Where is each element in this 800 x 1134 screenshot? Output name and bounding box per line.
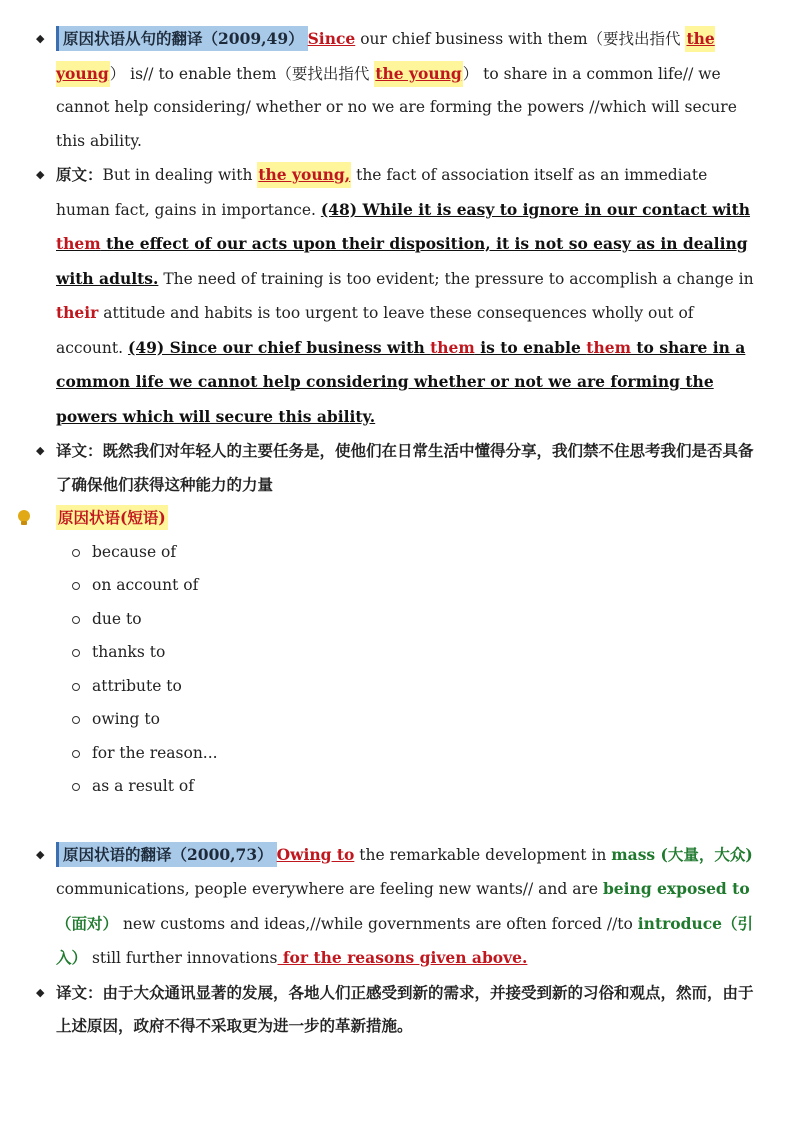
sentence-49: (49) Since our chief business with them is to enable them to share in a common life we cannot help considering whether or not we are forming the powers which will secure this ability. [56, 337, 746, 426]
hollow-circle-icon [72, 649, 80, 657]
diamond-bullet-icon: ◆ [36, 985, 45, 999]
original-label: 原文： [56, 165, 103, 184]
section-tag: 原因状语从句的翻译（2009,49） [56, 26, 308, 51]
them-keyword: them [56, 234, 101, 253]
hollow-circle-icon [72, 783, 80, 791]
translation-label: 译文： [56, 441, 103, 460]
reasons-phrase: for the reasons given above. [277, 948, 528, 967]
sentence-48: (48) While it is easy to ignore in our contact with them the effect of our acts upon their disposition, it is not so easy as in dealing with adults. [56, 199, 751, 288]
original-text: The need of training is too evident; the pressure to accomplish a change in [158, 269, 754, 288]
list-item: due to [72, 603, 760, 637]
hollow-circle-icon [72, 616, 80, 624]
original-text: attitude and habits is too urgent to leave these consequences wholly out of account. [56, 304, 694, 357]
bullet-item-clause-translation [36, 22, 760, 158]
list-item: for the reason... [72, 737, 760, 771]
bullet-item-translation-2 [36, 976, 760, 1043]
sentence-text: ） is// to enable them（要找出指代 [109, 64, 375, 83]
sentence-text: our chief business with them（要找出指代 [355, 30, 686, 48]
sentence-text: new customs and ideas,//while governments are often forced //to [118, 914, 638, 933]
translation-label: 译文： [56, 982, 103, 1002]
list-item: on account of [72, 569, 760, 603]
sentence-text: still further innovations [87, 949, 278, 967]
exposed-gloss: being exposed to（面对） [56, 879, 750, 933]
hollow-circle-icon [72, 750, 80, 758]
hollow-circle-icon [72, 683, 80, 691]
since-keyword: Since [307, 29, 356, 48]
phrase-list [36, 536, 760, 804]
diamond-bullet-icon: ◆ [36, 32, 45, 45]
them-keyword: them [430, 337, 475, 357]
sentence-text: the remarkable development in [354, 845, 612, 864]
spacer [36, 804, 760, 838]
young-highlight: the young [56, 29, 715, 83]
original-text: the fact of association itself as an immediate human fact, gains in importance. [56, 166, 708, 219]
hollow-circle-icon [72, 549, 80, 557]
list-item: attribute to [72, 670, 760, 704]
original-text: But in dealing with [102, 166, 258, 184]
diamond-bullet-icon: ◆ [36, 847, 45, 861]
bullet-item-original-text [36, 158, 760, 434]
lightbulb-icon [16, 509, 32, 527]
list-item: because of [72, 536, 760, 570]
list-item: owing to [72, 703, 760, 737]
introduce-gloss: introduce（引入） [56, 913, 754, 967]
diamond-bullet-icon: ◆ [36, 444, 45, 457]
section-tag: 原因状语的翻译（2000,73） [56, 842, 277, 867]
mass-gloss: mass (大量，大众) [611, 844, 753, 864]
translation-text: 由于大众通讯显著的发展，各地人们正感受到新的需求，并接受到新的习俗和观点，然而，由于上述原因，政府不得不采取更为进一步的革新措施。 [56, 982, 754, 1035]
list-item: as a result of [72, 770, 760, 804]
young-highlight: the young [375, 63, 462, 83]
bullet-item-phrase-translation [36, 838, 760, 976]
tip-block [36, 501, 760, 536]
sentence-text: communications, people everywhere are feeling new wants// and are [56, 880, 603, 898]
bullet-item-translation-1 [36, 434, 760, 501]
list-item: thanks to [72, 636, 760, 670]
diamond-bullet-icon: ◆ [36, 168, 45, 181]
them-keyword: them [586, 337, 631, 357]
hollow-circle-icon [72, 716, 80, 724]
owing-keyword: Owing to [276, 844, 355, 864]
sentence-text: ） to share in a common life// we cannot help considering/ whether or no we are forming the powers //which will secure this ability. [56, 64, 737, 150]
young-highlight: the young, [258, 165, 351, 184]
hollow-circle-icon [72, 582, 80, 590]
tip-title: 原因状语(短语) [56, 505, 168, 530]
their-keyword: their [56, 303, 99, 322]
translation-text: 既然我们对年轻人的主要任务是，使他们在日常生活中懂得分享，我们禁不住思考我们是否具备了确保他们获得这种能力的力量 [56, 441, 754, 494]
